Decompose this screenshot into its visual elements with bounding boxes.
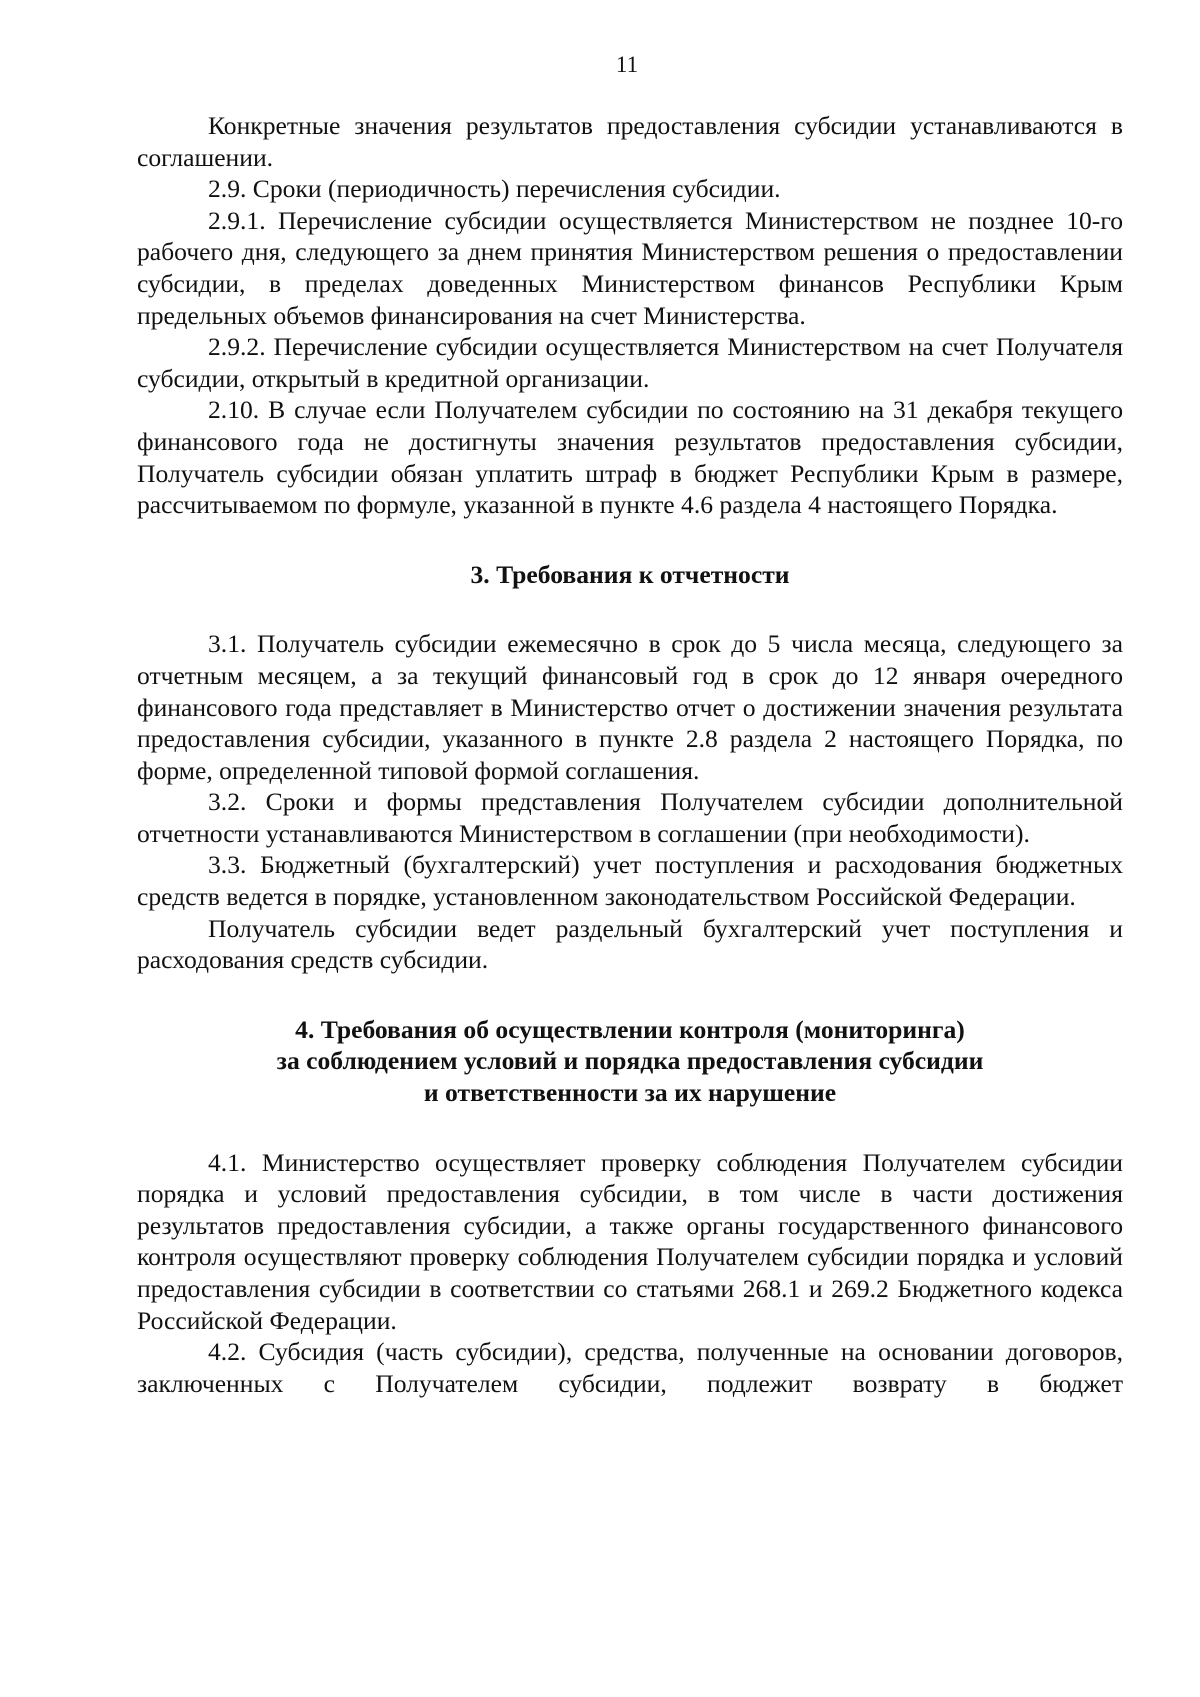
- paragraph-2-9: 2.9. Сроки (периодичность) перечисления субсидии.: [208, 174, 781, 204]
- paragraph-separate-accounting: Получатель субсидии ведет раздельный бухгалтерский учет поступления и расходования средств субсидии.: [137, 913, 1123, 975]
- paragraph-results-values: Конкретные значения результатов предоставления субсидии устанавливаются в соглашении.: [137, 111, 1123, 172]
- section-4-heading-line-1: 4. Требования об осуществлении контроля (мониторинга): [295, 1014, 965, 1044]
- section-3-heading: 3. Требования к отчетности: [470, 559, 790, 589]
- section-4-heading-line-3: и ответственности за их нарушение: [423, 1078, 837, 1108]
- document-body: [137, 110, 1123, 1399]
- paragraph-2-9-1: 2.9.1. Перечисление субсидии осуществляется Министерством не позднее 10-го рабочего дня, следующего за днем принятия Министерством решения о предоставлении субсидии, в пределах доведенных Министерством финансов Республики Крым предельных объемов финансирования на счет Министерства.: [137, 205, 1123, 330]
- section-4-heading-line-2: за соблюдением условий и порядка предоставления субсидии: [276, 1046, 984, 1076]
- paragraph-3-2: 3.2. Сроки и формы представления Получателем субсидии дополнительной отчетности устанавливаются Министерством в соглашении (при необходимости).: [137, 787, 1123, 848]
- paragraph-3-3: 3.3. Бюджетный (бухгалтерский) учет поступления и расходования бюджетных средств ведется в порядке, установленном законодательством Российской Федерации.: [137, 850, 1123, 912]
- page-number: 11: [615, 52, 639, 77]
- paragraph-2-9-2: 2.9.2. Перечисление субсидии осуществляется Министерством на счет Получателя субсидии, открытый в кредитной организации.: [137, 332, 1123, 393]
- paragraph-4-1: 4.1. Министерство осуществляет проверку соблюдения Получателем субсидии порядка и условий предоставления субсидии, в том числе в части достижения результатов предоставления субсидии, а также органы государственного финансового контроля осуществляют проверку соблюдения Получателем субсидии порядка и условий предоставления субсидии в соответствии со статьями 268.1 и 269.2 Бюджетного кодекса Российской Федерации.: [137, 1147, 1123, 1335]
- paragraph-4-2: 4.2. Субсидия (часть субсидии), средства, полученные на основании договоров, заключенных с Получателем субсидии, подлежит возврату в бюджет: [137, 1337, 1123, 1398]
- paragraph-3-1: 3.1. Получатель субсидии ежемесячно в срок до 5 числа месяца, следующего за отчетным месяцем, а за текущий финансовый год в срок до 12 января очередного финансового года представляет в Министерство отчет о достижении значения результата предоставления субсидии, указанного в пункте 2.8 раздела 2 настоящего Порядка, по форме, определенной типовой формой соглашения.: [137, 629, 1123, 785]
- section-4-heading: [137, 1014, 1123, 1109]
- paragraph-2-10: 2.10. В случае если Получателем субсидии по состоянию на 31 декабря текущего финансового года не достигнуты значения результатов предоставления субсидии, Получатель субсидии обязан уплатить штраф в бюджет Республики Крым в размере, рассчитываемом по формуле, указанной в пункте 4.6 раздела 4 настоящего Порядка.: [137, 395, 1123, 520]
